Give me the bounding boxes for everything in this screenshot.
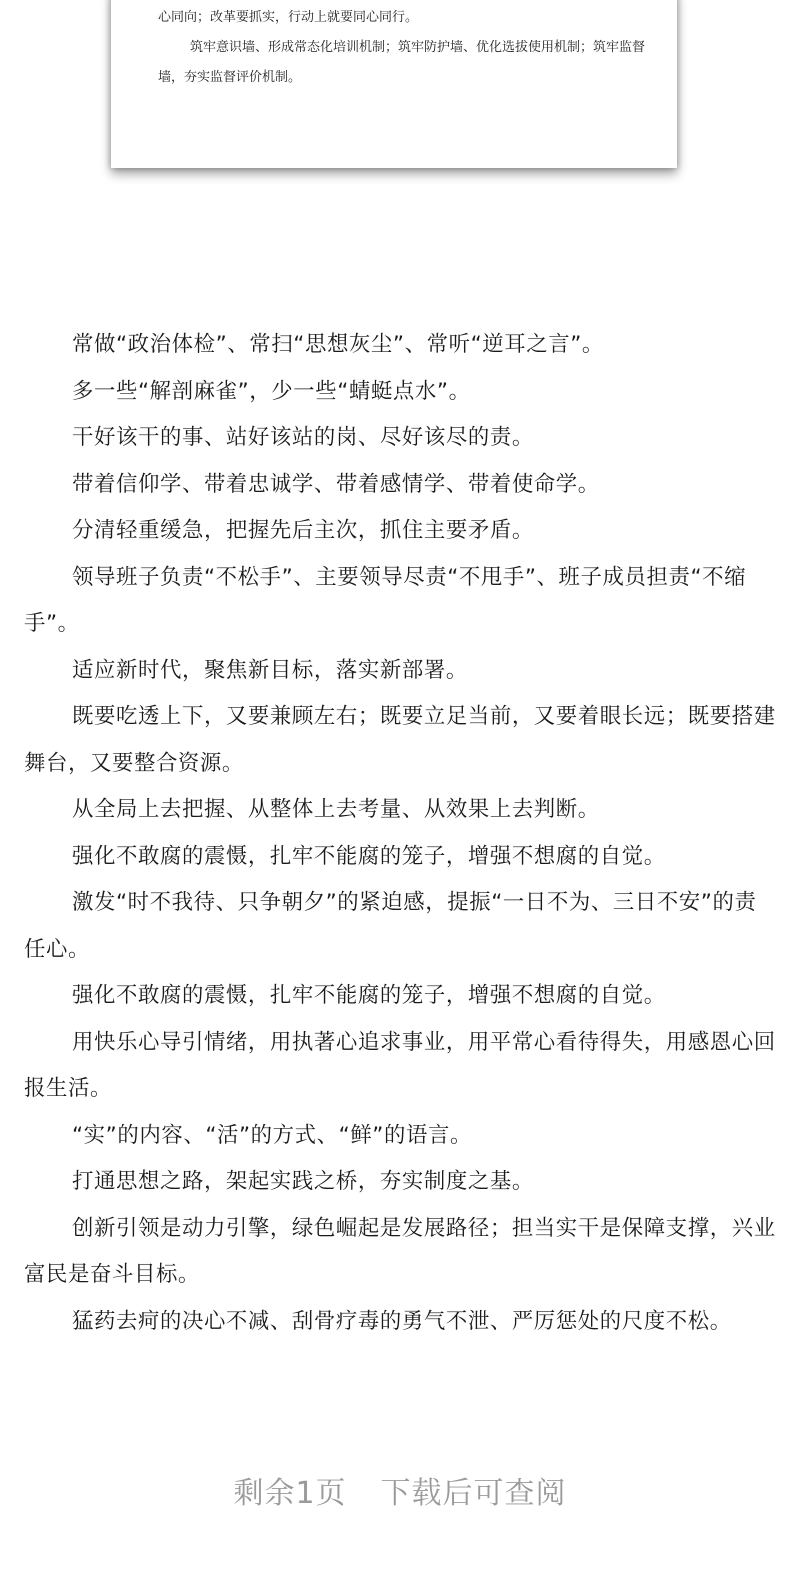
paragraph: “实”的内容、“活”的方式、“鲜”的语言。	[72, 1122, 472, 1148]
paragraph: 干好该干的事、站好该站的岗、尽好该尽的责。	[72, 425, 534, 450]
paragraph: 常做“政治体检”、常扫“思想灰尘”、常听“逆耳之言”。	[72, 332, 604, 357]
paragraph: 打通思想之路，架起实践之桥，夯实制度之基。	[72, 1169, 534, 1194]
paragraph: 强化不敢腐的震慑，扎牢不能腐的笼子，增强不想腐的自觉。	[72, 983, 666, 1008]
paragraph: 激发“时不我待、只争朝夕”的紧迫感，提振“一日不为、三日不安”的责任心。	[24, 890, 757, 962]
download-to-view-label[interactable]: 下载后可查阅	[380, 1476, 567, 1511]
paragraph: 创新引领是动力引擎，绿色崛起是发展路径；担当实干是保障支撑，兴业富民是奋斗目标。	[24, 1215, 776, 1287]
paragraph: 领导班子负责“不松手”、主要领导尽责“不甩手”、班子成员担责“不缩手”。	[24, 564, 747, 636]
paragraph: 多一些“解剖麻雀”，少一些“蜻蜓点水”。	[72, 378, 471, 404]
page-preview-text	[158, 3, 648, 93]
download-prompt[interactable]	[0, 1468, 800, 1512]
paragraph: 猛药去疴的决心不减、刮骨疗毒的勇气不泄、严厉惩处的尺度不松。	[72, 1308, 732, 1334]
preview-line: 心同向；改革要抓实，行动上就要同心同行。	[158, 10, 419, 25]
paragraph: 带着信仰学、带着忠诚学、带着感情学、带着使命学。	[72, 471, 600, 497]
paragraph: 分清轻重缓急，把握先后主次，抓住主要矛盾。	[72, 518, 534, 543]
remaining-pages-label: 剩余1页	[233, 1476, 347, 1511]
preview-paragraph: 筑牢意识墙、形成常态化培训机制；筑牢防护墙、优化选拔使用机制；筑牢监督墙，夯实监督评价机制。	[158, 40, 646, 85]
paragraph: 强化不敢腐的震慑，扎牢不能腐的笼子，增强不想腐的自觉。	[72, 843, 666, 869]
paragraph: 用快乐心导引情绪，用执著心追求事业，用平常心看待得失，用感恩心回报生活。	[24, 1029, 776, 1101]
paragraph: 适应新时代，聚焦新目标，落实新部署。	[72, 657, 468, 683]
paragraph: 既要吃透上下，又要兼顾左右；既要立足当前，又要着眼长远；既要搭建舞台，又要整合资源。	[24, 704, 776, 776]
paragraph: 从全局上去把握、从整体上去考量、从效果上去判断。	[72, 797, 600, 822]
document-body	[24, 322, 776, 1345]
document-page-preview	[111, 0, 677, 168]
